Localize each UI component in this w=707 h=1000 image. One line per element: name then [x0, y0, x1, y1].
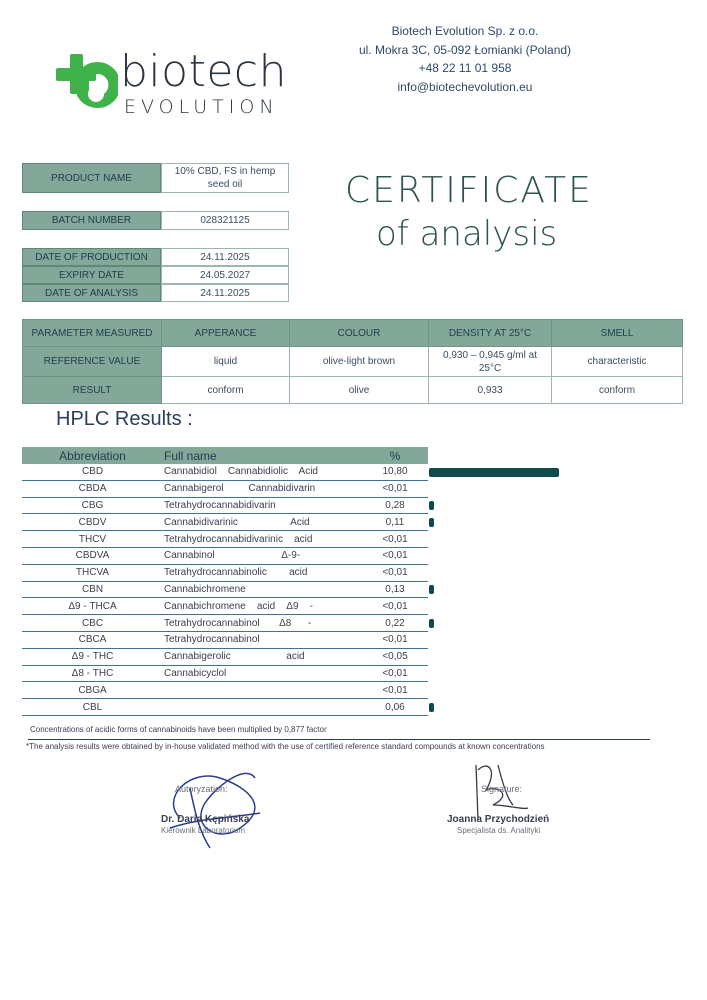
- hplc-abbr: THCV: [22, 531, 163, 548]
- param-header: APPERANCE: [162, 320, 290, 347]
- hplc-full-name: Cannabidiol Cannabidiolic Acid: [163, 464, 362, 480]
- hplc-bar: [429, 468, 559, 477]
- parameter-header-row: [23, 320, 683, 347]
- hplc-abbr: CBD: [22, 464, 163, 480]
- hplc-percent: <0,01: [362, 531, 428, 548]
- batch-number-value: 028321125: [161, 211, 289, 230]
- certificate-subtitle: of analysis: [376, 214, 558, 254]
- param-header: COLOUR: [290, 320, 429, 347]
- acidic-note: Concentrations of acidic forms of cannabinoids have been multiplied by 0,877 factor: [30, 725, 327, 734]
- expiry-date-label: EXPIRY DATE: [22, 266, 161, 284]
- hplc-abbr: THCVA: [22, 564, 163, 581]
- hplc-full-name: Tetrahydrocannabidivarinic acid: [163, 531, 362, 548]
- hplc-row: [22, 497, 428, 514]
- hplc-abbr: CBC: [22, 615, 163, 632]
- left-signature-scribble: [150, 758, 270, 853]
- hplc-percent: 0,28: [362, 497, 428, 514]
- hplc-percent: <0,05: [362, 648, 428, 665]
- param-header: PARAMETER MEASURED: [23, 320, 162, 347]
- result-label: RESULT: [23, 377, 162, 404]
- company-address: ul. Mokra 3C, 05-092 Łomianki (Poland): [358, 42, 572, 57]
- hplc-row: [22, 665, 428, 682]
- hplc-row: [22, 480, 428, 497]
- hplc-row: [22, 581, 428, 598]
- hplc-bar: [429, 518, 434, 527]
- hplc-bar: [429, 619, 434, 628]
- reference-cell: characteristic: [552, 347, 683, 377]
- hplc-percent: <0,01: [362, 547, 428, 564]
- hplc-abbr: CBGA: [22, 682, 163, 699]
- hplc-abbr: CBDA: [22, 480, 163, 497]
- hplc-row: [22, 615, 428, 632]
- result-cell: 0,933: [429, 377, 552, 404]
- result-cell: conform: [162, 377, 290, 404]
- result-cell: olive: [290, 377, 429, 404]
- company-phone: +48 22 11 01 958: [418, 61, 512, 75]
- hplc-row: [22, 648, 428, 665]
- hplc-full-name: [163, 682, 362, 699]
- hplc-abbr: CBG: [22, 497, 163, 514]
- production-date-value: 24.11.2025: [161, 248, 289, 266]
- hplc-full-name: Cannabinol Δ-9-: [163, 547, 362, 564]
- hplc-table: [22, 447, 428, 716]
- certificate-title: CERTIFICATE: [345, 170, 593, 211]
- hplc-abbr: Δ8 - THC: [22, 665, 163, 682]
- production-date-label: DATE OF PRODUCTION: [22, 248, 161, 266]
- hplc-percent: 0,11: [362, 514, 428, 531]
- hplc-row: [22, 631, 428, 648]
- hplc-full-name: Tetrahydrocannabinolic acid: [163, 564, 362, 581]
- right-signature-name: Joanna Przychodzień: [447, 814, 550, 825]
- hplc-percent: 0,22: [362, 615, 428, 632]
- reference-label: REFERENCE VALUE: [23, 347, 162, 377]
- hplc-row: [22, 514, 428, 531]
- left-signature-role: Kierownik Laboratorium: [161, 826, 246, 835]
- param-header: DENSITY AT 25°C: [429, 320, 552, 347]
- hplc-percent: <0,01: [362, 631, 428, 648]
- company-email[interactable]: info@biotechevolution.eu: [397, 79, 533, 94]
- hplc-percent: <0,01: [362, 480, 428, 497]
- parameter-table: [22, 319, 683, 404]
- hplc-row: [22, 699, 428, 716]
- note-divider: [28, 739, 650, 740]
- hplc-full-name: Cannabichromene acid Δ9 -: [163, 598, 362, 615]
- hplc-abbr: CBCA: [22, 631, 163, 648]
- hplc-full-name: Tetrahydrocannabidivarin: [163, 497, 362, 514]
- hplc-abbr: CBDVA: [22, 547, 163, 564]
- hplc-full-name: Cannabichromene: [163, 581, 362, 598]
- hplc-row: [22, 531, 428, 548]
- param-header: SMELL: [552, 320, 683, 347]
- hplc-abbr: Δ9 - THC: [22, 648, 163, 665]
- hplc-percent: 0,06: [362, 699, 428, 716]
- hplc-header-pct: %: [362, 447, 428, 464]
- hplc-full-name: Cannabicyclol: [163, 665, 362, 682]
- right-signature-label: Signature:: [481, 784, 523, 794]
- hplc-full-name: [163, 699, 362, 716]
- logo-word-top: biotech: [120, 46, 287, 97]
- hplc-percent: 0,13: [362, 581, 428, 598]
- logo-cross-icon: [56, 54, 118, 116]
- left-signature-name: Dr. Daria Kępińska: [161, 814, 250, 825]
- result-cell: conform: [552, 377, 683, 404]
- analysis-date-label: DATE OF ANALYSIS: [22, 284, 161, 302]
- hplc-header-abbr: Abbreviation: [22, 447, 163, 464]
- method-note: *The analysis results were obtained by in-house validated method with the use of certified reference standard compounds at known concentrations: [26, 742, 545, 751]
- right-signature-role: Specjalista ds. Analityki: [457, 826, 541, 835]
- hplc-row: [22, 564, 428, 581]
- hplc-row: [22, 464, 428, 480]
- hplc-header-row: [22, 447, 428, 464]
- hplc-bar: [429, 501, 434, 510]
- hplc-header-full: Full name: [163, 447, 362, 464]
- company-info: [340, 22, 590, 96]
- hplc-percent: 10,80: [362, 464, 428, 480]
- hplc-full-name: Tetrahydrocannabinol Δ8 -: [163, 615, 362, 632]
- left-signature-label: Autoryzation:: [175, 784, 228, 794]
- hplc-abbr: CBL: [22, 699, 163, 716]
- hplc-row: [22, 598, 428, 615]
- hplc-abbr: CBDV: [22, 514, 163, 531]
- hplc-full-name: Cannabigerol Cannabidivarin: [163, 480, 362, 497]
- reference-row: [23, 347, 683, 377]
- hplc-row: [22, 547, 428, 564]
- batch-number-label: BATCH NUMBER: [22, 211, 161, 230]
- company-name: Biotech Evolution Sp. z o.o.: [391, 24, 539, 38]
- reference-cell: liquid: [162, 347, 290, 377]
- reference-cell: 0,930 – 0,945 g/ml at 25°C: [429, 347, 552, 377]
- expiry-date-value: 24.05.2027: [161, 266, 289, 284]
- hplc-full-name: Cannabidivarinic Acid: [163, 514, 362, 531]
- hplc-bar: [429, 703, 434, 712]
- hplc-percent: <0,01: [362, 564, 428, 581]
- logo-word-bottom: EVOLUTION: [124, 96, 279, 118]
- product-name-value: 10% CBD, FS in hemp seed oil: [161, 163, 289, 193]
- hplc-title: HPLC Results :: [56, 408, 193, 430]
- reference-cell: olive-light brown: [290, 347, 429, 377]
- company-logo: [56, 46, 306, 122]
- hplc-abbr: CBN: [22, 581, 163, 598]
- hplc-percent: <0,01: [362, 682, 428, 699]
- analysis-date-value: 24.11.2025: [161, 284, 289, 302]
- hplc-full-name: Cannabigerolic acid: [163, 648, 362, 665]
- product-name-label: PRODUCT NAME: [22, 163, 161, 193]
- hplc-abbr: Δ9 - THCA: [22, 598, 163, 615]
- hplc-percent: <0,01: [362, 598, 428, 615]
- hplc-percent: <0,01: [362, 665, 428, 682]
- hplc-bar: [429, 585, 434, 594]
- result-row: [23, 377, 683, 404]
- hplc-row: [22, 682, 428, 699]
- hplc-full-name: Tetrahydrocannabinol: [163, 631, 362, 648]
